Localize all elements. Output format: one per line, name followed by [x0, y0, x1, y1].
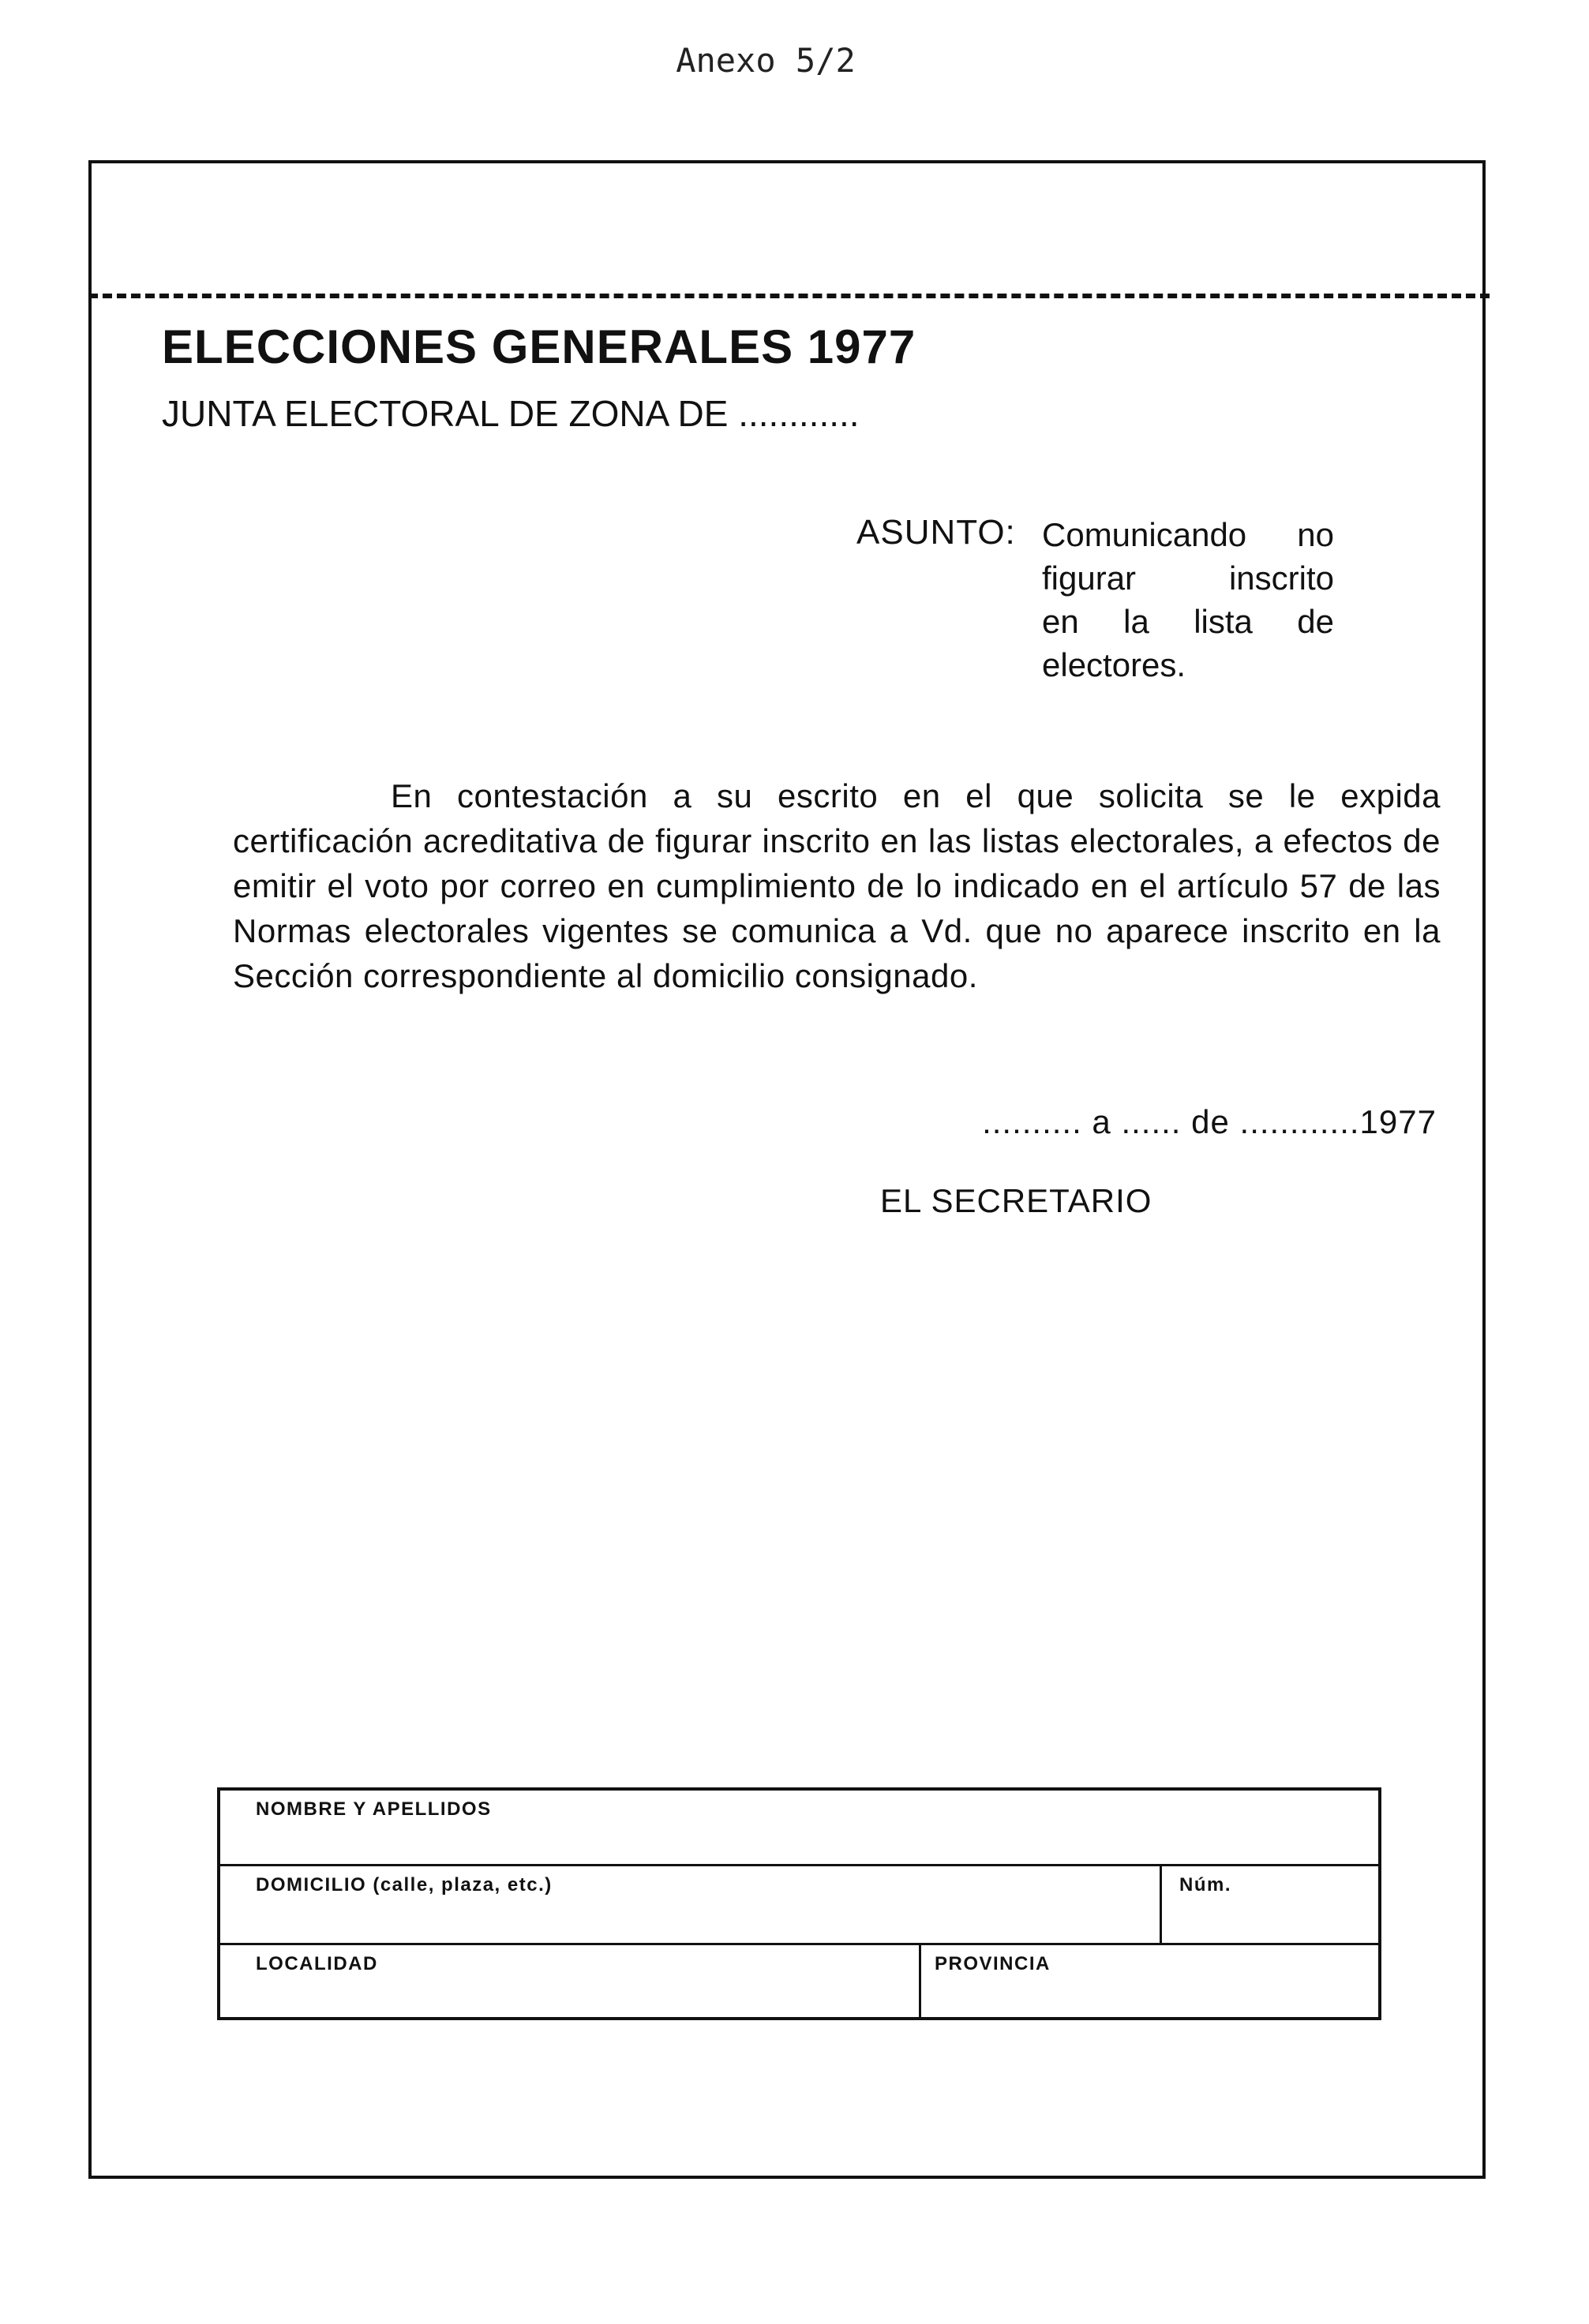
- address-field-label: DOMICILIO (calle, plaza, etc.): [256, 1874, 553, 1896]
- province-field-label: PROVINCIA: [935, 1953, 1051, 1974]
- address-form: [217, 1787, 1381, 2020]
- subject-line: en la lista de: [1042, 603, 1334, 640]
- form-row-locality: [220, 1945, 1378, 2020]
- subject-text: [1042, 513, 1334, 687]
- subject-label: ASUNTO:: [856, 513, 1016, 552]
- subject-line: figurar inscrito: [1042, 559, 1334, 597]
- body-paragraph: En contestación a su escrito en el que solicita se le expida certificación acreditativa de figurar inscrito en las listas electorales, a efectos de emitir el voto por correo en cumplimiento de lo indicado en el artículo 57 de las Normas electorales vigentes se comunica a Vd. que no aparece inscrito en la Sección correspondiente al domicilio consignado.: [233, 777, 1441, 994]
- junta-line: JUNTA ELECTORAL DE ZONA DE ............: [162, 393, 860, 434]
- subject-line: Comunicando no: [1042, 516, 1334, 553]
- form-row-address: [220, 1866, 1378, 1945]
- locality-field-label: LOCALIDAD: [256, 1953, 378, 1974]
- form-row-name: [220, 1791, 1378, 1866]
- number-field-label: Núm.: [1179, 1874, 1231, 1896]
- document-title: ELECCIONES GENERALES 1977: [162, 320, 916, 373]
- date-line: .......... a ...... de ............1977: [982, 1103, 1437, 1140]
- form-divider: [919, 1945, 921, 2020]
- form-divider: [1160, 1866, 1162, 1943]
- annex-label: Anexo 5/2: [676, 41, 856, 80]
- cut-line: [88, 294, 1490, 298]
- name-field-label: NOMBRE Y APELLIDOS: [256, 1798, 492, 1820]
- subject-line: electores.: [1042, 646, 1186, 683]
- signature-label: EL SECRETARIO: [880, 1182, 1152, 1219]
